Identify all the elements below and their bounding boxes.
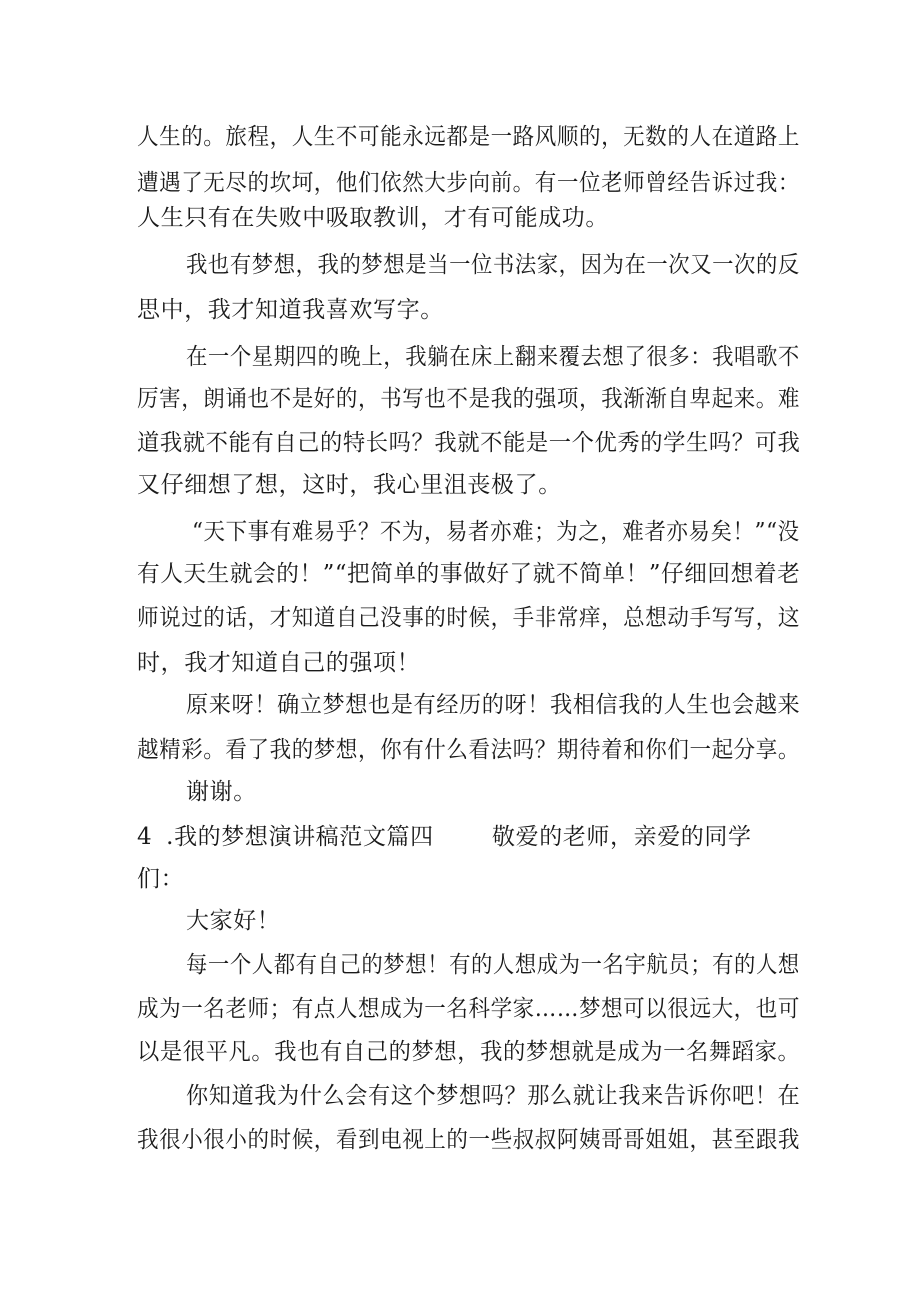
greeting-line: 们： [137, 866, 185, 892]
text-line: 师说过的话，才知道自己没事的时候，手非常痒，总想动手写写，这 [137, 605, 800, 631]
text-line: 你知道我为什么会有这个梦想吗？那么就让我来告诉你吧！在 [186, 1083, 801, 1109]
text-line: 时，我才知道自己的强项！ [137, 650, 421, 676]
text-line: 思中，我才知道我喜欢写字。 [137, 297, 444, 323]
text-line: 大家好！ [186, 908, 281, 934]
text-line: 人生只有在失败中吸取教训，才有可能成功。 [137, 205, 609, 231]
text-line: 遭遇了无尽的坎坷，他们依然大步向前。有一位老师曾经告诉过我： [137, 170, 800, 196]
text-line: 我很小很小的时候，看到电视上的一些叔叔阿姨哥哥姐姐，甚至跟我 [137, 1127, 800, 1153]
text-line: 人生的。旅程，人生不可能永远都是一路风顺的，无数的人在道路上 [137, 124, 800, 150]
text-line: 谢谢。 [186, 779, 257, 805]
text-line: 在一个星期四的晚上，我躺在床上翻来覆去想了很多：我唱歌不 [186, 344, 800, 370]
text-line: 越精彩。看了我的梦想，你有什么看法吗？期待着和你们一起分享。 [137, 737, 800, 763]
text-line: 以是很平凡。我也有自己的梦想，我的梦想就是成为一名舞蹈家。 [137, 1039, 801, 1065]
text-line: 有人天生就会的！”“把简单的事做好了就不简单！”仔细回想着老 [137, 561, 801, 587]
text-line: “天下事有难易乎？不为，易者亦难；为之，难者亦易矣！”“没 [192, 519, 800, 545]
text-line: 每一个人都有自己的梦想！有的人想成为一名宇航员；有的人想 [186, 952, 800, 978]
greeting-line: 敬爱的老师，亲爱的同学 [492, 824, 752, 850]
text-line: 原来呀！确立梦想也是有经历的呀！我相信我的人生也会越来 [186, 692, 801, 718]
section-heading [137, 822, 434, 852]
text-line: 我也有梦想，我的梦想是当一位书法家，因为在一次又一次的反 [186, 252, 800, 278]
text-line: 道我就不能有自己的特长吗？我就不能是一个优秀的学生吗？可我 [137, 430, 801, 456]
heading-number: 4 [137, 824, 153, 850]
text-line: 成为一名老师；有点人想成为一名科学家……梦想可以很远大，也可 [137, 996, 800, 1022]
text-line: 厉害，朗诵也不是好的，书写也不是我的强项，我渐渐自卑起来。难 [137, 386, 800, 412]
text-line: 又仔细想了想，这时，我心里沮丧极了。 [137, 472, 562, 498]
heading-title: .我的梦想演讲稿范文篇四 [166, 824, 434, 850]
